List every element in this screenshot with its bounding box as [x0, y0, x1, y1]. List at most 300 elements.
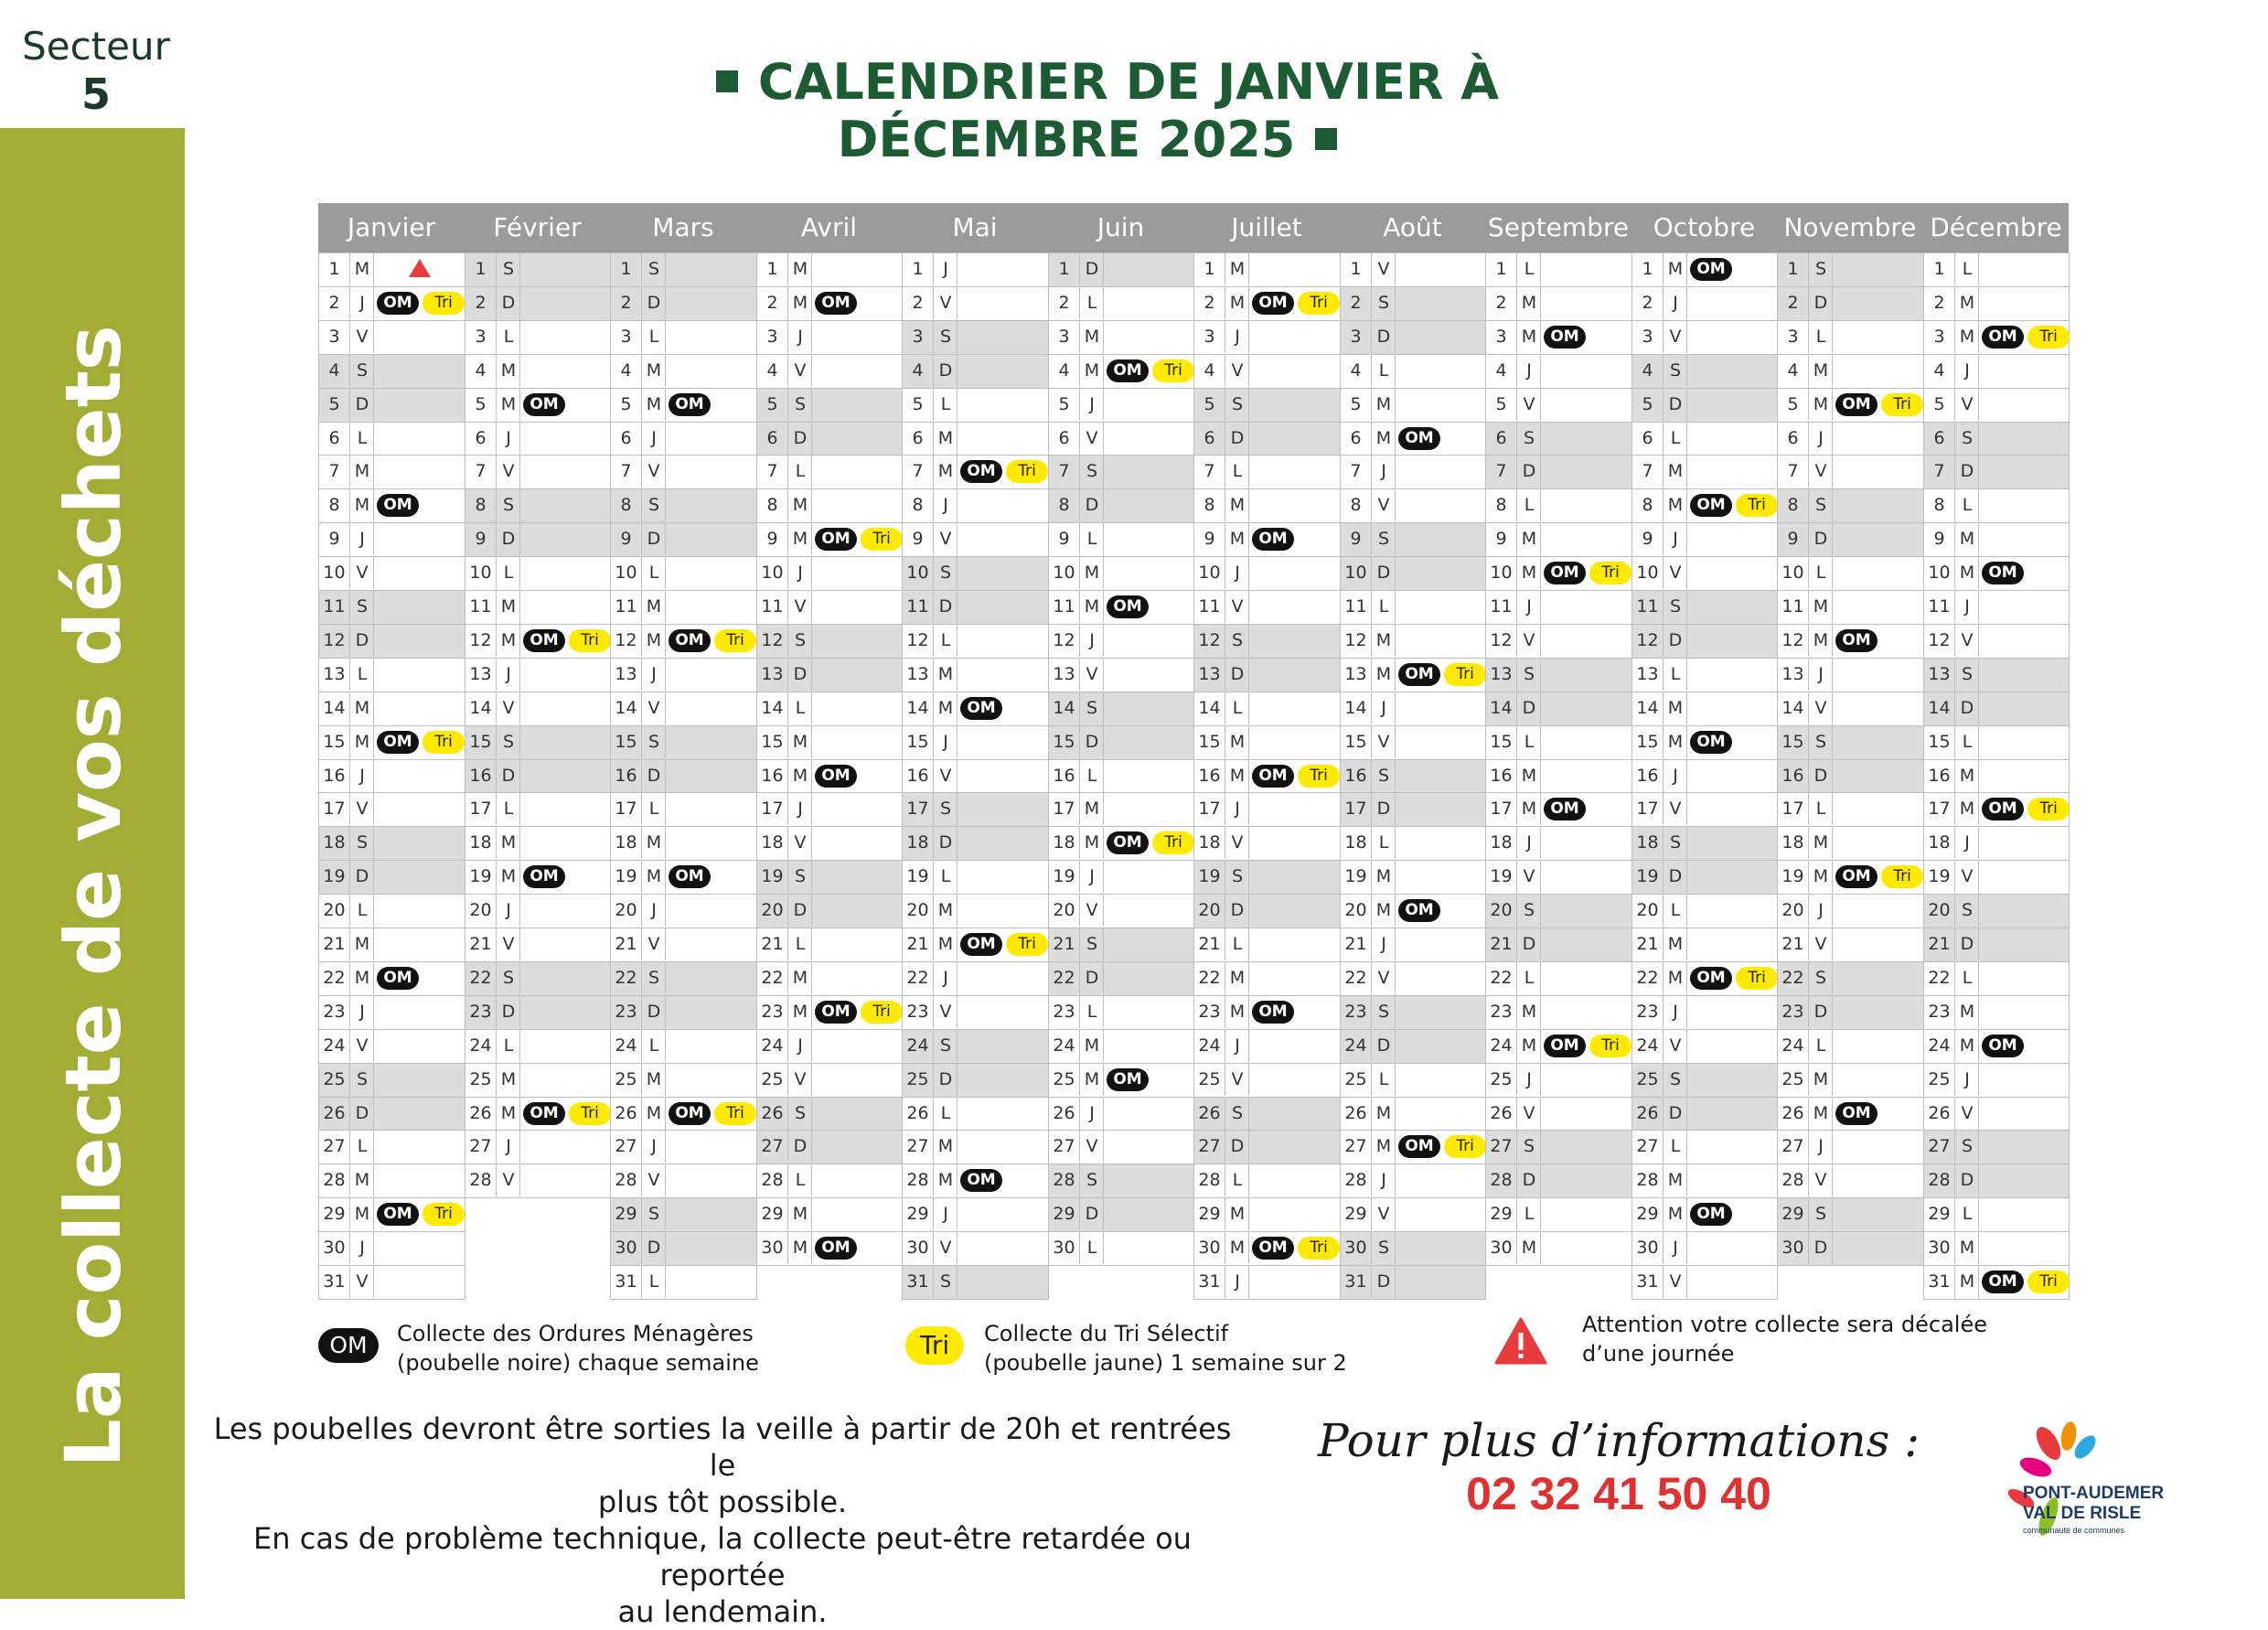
cell-divider	[665, 692, 666, 724]
day-cell	[1485, 252, 1632, 287]
day-number: 17	[1053, 799, 1075, 819]
day-cell	[610, 725, 757, 760]
cell-divider	[1540, 1030, 1541, 1062]
day-number: 7	[328, 461, 340, 481]
weekday-letter: V	[1663, 793, 1687, 825]
day-cell	[1631, 995, 1778, 1030]
weekday-letter: S	[349, 591, 374, 623]
cell-divider	[1832, 489, 1833, 521]
day-cell	[465, 388, 611, 423]
day-cell	[610, 556, 757, 591]
weekday-letter: D	[787, 895, 812, 927]
weekday-letter: M	[496, 355, 520, 387]
day-number: 15	[1198, 732, 1221, 752]
day-number: 2	[620, 293, 632, 313]
weekday-letter: D	[1516, 692, 1541, 724]
cell-divider	[1395, 726, 1396, 758]
weekday-letter: M	[933, 692, 957, 724]
day-number: 29	[615, 1204, 637, 1224]
day-number: 21	[323, 934, 346, 954]
cell-divider	[811, 793, 812, 825]
day-number: 16	[615, 766, 637, 786]
day-cell	[610, 1097, 757, 1131]
day-number: 15	[1490, 732, 1513, 752]
legend-om-line1: Collecte des Ordures Ménagères	[397, 1321, 754, 1346]
cell-divider	[811, 389, 812, 421]
weekday-letter: S	[1516, 895, 1541, 927]
day-cell	[610, 860, 757, 895]
day-cell	[610, 1265, 757, 1300]
day-cell	[610, 455, 757, 489]
cell-divider	[373, 1064, 374, 1096]
weekday-letter: V	[496, 456, 520, 488]
day-cell	[1485, 725, 1632, 760]
cell-divider	[373, 355, 374, 387]
day-number: 11	[1928, 596, 1951, 617]
weekday-letter: S	[1954, 659, 1979, 691]
day-number: 27	[761, 1136, 784, 1156]
cell-divider	[373, 1131, 374, 1163]
day-number: 9	[1350, 529, 1362, 549]
day-cell	[465, 961, 611, 996]
om-badge: OM	[1252, 1237, 1294, 1260]
weekday-letter: D	[1371, 321, 1396, 353]
weekday-letter: S	[641, 726, 666, 758]
sidebar	[0, 0, 185, 1599]
day-number: 23	[1928, 1002, 1951, 1022]
day-number: 24	[615, 1035, 637, 1056]
cell-divider	[1832, 760, 1833, 792]
cell-divider	[811, 456, 812, 488]
day-cell	[756, 1029, 903, 1064]
weekday-letter: M	[1225, 287, 1249, 319]
weekday-letter: D	[1516, 1164, 1541, 1196]
day-number: 26	[1198, 1103, 1221, 1123]
day-cell	[1777, 759, 1924, 793]
weekday-letter: J	[933, 726, 957, 758]
cell-divider	[1248, 625, 1249, 657]
day-number: 7	[1204, 461, 1215, 481]
cell-divider	[373, 423, 374, 455]
cell-divider	[1978, 287, 1979, 319]
weekday-letter: L	[1225, 1164, 1249, 1196]
cell-divider	[1832, 1131, 1833, 1163]
weekday-letter: L	[1808, 321, 1833, 353]
day-cell	[1923, 624, 2070, 659]
weekday-letter: V	[933, 1232, 957, 1264]
day-number: 29	[906, 1204, 929, 1224]
om-badge: OM	[669, 1102, 711, 1125]
weekday-letter: M	[933, 1164, 957, 1196]
day-number: 28	[1344, 1170, 1367, 1190]
tri-badge: Tri	[1589, 1035, 1631, 1057]
tri-badge: Tri	[423, 1203, 465, 1226]
tri-badge: Tri	[1736, 494, 1778, 517]
day-number: 5	[328, 394, 340, 414]
weekday-letter: J	[1663, 523, 1687, 555]
day-cell	[1340, 725, 1486, 760]
weekday-letter: M	[1663, 489, 1687, 521]
cell-divider	[1395, 523, 1396, 555]
day-number: 10	[1053, 563, 1075, 583]
day-cell	[1485, 995, 1632, 1030]
weekday-letter: D	[1808, 760, 1833, 792]
day-cell	[756, 556, 903, 591]
cell-divider	[1540, 962, 1541, 994]
day-number: 20	[1490, 900, 1513, 920]
tri-badge: Tri	[423, 292, 465, 315]
weekday-letter: S	[1516, 1131, 1541, 1163]
day-cell	[1777, 624, 1924, 659]
month-header: Novembre	[1777, 203, 1923, 252]
legend-warning-line1: Attention votre collecte sera décalée	[1582, 1312, 1987, 1337]
day-cell	[465, 658, 611, 692]
weekday-letter: D	[496, 523, 520, 555]
cell-divider	[519, 793, 520, 825]
day-cell	[1340, 422, 1486, 456]
day-cell	[756, 928, 903, 962]
cell-divider	[1978, 355, 1979, 387]
day-number: 27	[469, 1136, 492, 1156]
cell-divider	[1540, 1064, 1541, 1096]
cell-divider	[665, 1232, 666, 1264]
day-cell	[465, 692, 611, 726]
day-number: 3	[912, 327, 924, 347]
day-cell	[1777, 252, 1924, 287]
day-number: 14	[1198, 698, 1221, 718]
day-cell	[1193, 388, 1341, 423]
weekday-letter: M	[1371, 625, 1396, 657]
weekday-letter: V	[1225, 1064, 1249, 1096]
day-cell	[1340, 860, 1486, 895]
cell-divider	[373, 1232, 374, 1264]
cell-divider	[1395, 692, 1396, 724]
day-cell	[902, 928, 1049, 962]
weekday-letter: J	[1225, 793, 1249, 825]
weekday-letter: S	[1808, 489, 1833, 521]
weekday-letter: M	[1516, 287, 1541, 319]
day-number: 11	[1198, 596, 1221, 617]
om-badge: OM	[669, 393, 711, 416]
cell-divider	[1832, 625, 1833, 657]
cell-divider	[1832, 1030, 1833, 1062]
day-number: 20	[1344, 900, 1367, 920]
day-number: 21	[1344, 934, 1367, 954]
weekday-letter: J	[641, 423, 666, 455]
day-number: 12	[323, 630, 346, 650]
day-cell	[1777, 860, 1924, 895]
day-number: 23	[1344, 1002, 1367, 1022]
cell-divider	[1248, 928, 1249, 960]
day-number: 10	[469, 563, 492, 583]
cell-divider	[1832, 423, 1833, 455]
day-number: 9	[1204, 529, 1215, 549]
cell-divider	[1248, 895, 1249, 927]
day-cell	[318, 422, 465, 456]
cell-divider	[811, 625, 812, 657]
cell-divider	[373, 625, 374, 657]
weekday-letter: J	[1663, 760, 1687, 792]
weekday-letter: M	[1663, 456, 1687, 488]
weekday-letter: M	[787, 962, 812, 994]
day-cell	[1631, 894, 1778, 928]
weekday-letter: J	[1516, 355, 1541, 387]
day-number: 23	[615, 1002, 637, 1022]
weekday-letter: M	[1954, 557, 1979, 589]
day-cell	[1923, 826, 2070, 861]
weekday-letter: L	[1225, 692, 1249, 724]
cell-divider	[811, 895, 812, 927]
day-cell	[756, 759, 903, 793]
tri-badge: Tri	[1298, 292, 1340, 315]
weekday-letter: D	[349, 625, 374, 657]
day-number: 18	[1053, 832, 1075, 853]
cell-divider	[1248, 355, 1249, 387]
om-badge: OM	[1544, 562, 1586, 584]
cell-divider	[665, 355, 666, 387]
day-number: 2	[1204, 293, 1215, 313]
day-number: 4	[766, 360, 778, 381]
day-cell	[1340, 286, 1486, 321]
day-number: 20	[1636, 900, 1659, 920]
day-cell	[1193, 725, 1341, 760]
day-number: 29	[1490, 1204, 1513, 1224]
day-cell	[1631, 692, 1778, 726]
day-cell	[1048, 388, 1194, 423]
month-header: Juin	[1048, 203, 1193, 252]
day-number: 28	[761, 1170, 784, 1190]
cell-divider	[1978, 928, 1979, 960]
day-cell	[465, 928, 611, 962]
om-badge: OM	[815, 292, 857, 315]
weekday-letter: L	[349, 659, 374, 691]
day-number: 4	[1350, 360, 1362, 381]
day-cell	[610, 422, 757, 456]
square-bullet-icon	[1315, 128, 1337, 150]
weekday-letter: V	[349, 1266, 374, 1298]
weekday-letter: M	[1079, 591, 1104, 623]
day-cell	[1340, 1231, 1486, 1266]
cell-divider	[1686, 692, 1687, 724]
day-cell	[1340, 961, 1486, 996]
day-cell	[1193, 658, 1341, 692]
day-number: 17	[1344, 799, 1367, 819]
weekday-letter: D	[1954, 456, 1979, 488]
weekday-letter: V	[1954, 861, 1979, 893]
day-cell	[1923, 488, 2070, 523]
day-number: 28	[323, 1170, 346, 1190]
weekday-letter: S	[641, 962, 666, 994]
day-number: 24	[906, 1035, 929, 1056]
cell-divider	[373, 996, 374, 1028]
day-number: 28	[1928, 1170, 1951, 1190]
day-number: 3	[1204, 327, 1215, 347]
day-cell	[610, 928, 757, 962]
weekday-letter: S	[787, 389, 812, 421]
weekday-letter: M	[1079, 1064, 1104, 1096]
weekday-letter: L	[1371, 1064, 1396, 1096]
cell-divider	[1540, 827, 1541, 859]
weekday-letter: M	[1954, 996, 1979, 1028]
weekday-letter: M	[933, 659, 957, 691]
day-number: 30	[1636, 1238, 1659, 1258]
weekday-letter: J	[1079, 861, 1104, 893]
weekday-letter: S	[1808, 726, 1833, 758]
page-title	[549, 53, 1646, 168]
day-number: 29	[1636, 1204, 1659, 1224]
day-number: 28	[906, 1170, 929, 1190]
om-badge: OM	[1252, 1001, 1294, 1024]
day-number: 5	[475, 394, 487, 414]
day-number: 18	[1490, 832, 1513, 853]
cell-divider	[665, 456, 666, 488]
weekday-letter: S	[1954, 895, 1979, 927]
cell-divider	[1686, 355, 1687, 387]
day-number: 25	[615, 1069, 637, 1089]
weekday-letter: V	[1516, 625, 1541, 657]
day-number: 7	[1787, 461, 1799, 481]
day-number: 14	[1344, 698, 1367, 718]
cell-divider	[373, 1198, 374, 1230]
cell-divider	[665, 1266, 666, 1298]
day-cell	[465, 320, 611, 355]
om-badge: OM	[669, 865, 711, 888]
day-number: 15	[1928, 732, 1951, 752]
weekday-letter: M	[1663, 692, 1687, 724]
weekday-letter: V	[496, 692, 520, 724]
day-cell	[465, 252, 611, 287]
day-cell	[1923, 1197, 2070, 1232]
cell-divider	[1832, 1164, 1833, 1196]
day-number: 6	[766, 428, 778, 448]
weekday-letter: M	[1663, 1198, 1687, 1230]
day-cell	[1485, 759, 1632, 793]
day-cell	[1048, 252, 1194, 287]
weekday-letter: V	[641, 928, 666, 960]
day-cell	[902, 860, 1049, 895]
day-number: 27	[906, 1136, 929, 1156]
weekday-letter: M	[641, 625, 666, 657]
weekday-letter: M	[1516, 760, 1541, 792]
day-cell	[1048, 1197, 1194, 1232]
cell-divider	[1832, 895, 1833, 927]
cell-divider	[811, 321, 812, 353]
info-phone[interactable]: 02 32 41 50 40	[1466, 1468, 1771, 1519]
day-cell	[1193, 624, 1341, 659]
day-cell	[902, 1063, 1049, 1098]
day-cell	[1485, 455, 1632, 489]
day-cell	[1340, 1029, 1486, 1064]
day-number: 15	[1636, 732, 1659, 752]
day-cell	[1340, 995, 1486, 1030]
day-number: 5	[1787, 394, 1799, 414]
cell-divider	[1540, 253, 1541, 285]
day-cell	[1923, 725, 2070, 760]
tri-badge: Tri	[1298, 765, 1340, 788]
weekday-letter: M	[349, 1198, 374, 1230]
weekday-letter: M	[1954, 1266, 1979, 1298]
cell-divider	[1978, 861, 1979, 893]
cell-divider	[1395, 996, 1396, 1028]
weekday-letter: J	[1079, 389, 1104, 421]
day-cell	[756, 995, 903, 1030]
day-cell	[902, 455, 1049, 489]
cell-divider	[373, 726, 374, 758]
day-cell	[902, 1164, 1049, 1198]
weekday-letter: M	[1079, 827, 1104, 859]
weekday-letter: L	[1079, 1232, 1104, 1264]
day-cell	[610, 1063, 757, 1098]
weekday-letter: J	[787, 793, 812, 825]
day-cell	[1193, 1164, 1341, 1198]
weekday-letter: S	[1954, 1131, 1979, 1163]
weekday-letter: M	[933, 928, 957, 960]
cell-divider	[1395, 1131, 1396, 1163]
day-cell	[1048, 455, 1194, 489]
weekday-letter: S	[1079, 1164, 1104, 1196]
cell-divider	[1103, 389, 1104, 421]
cell-divider	[1686, 760, 1687, 792]
day-cell	[1923, 1130, 2070, 1164]
day-number: 23	[1053, 1002, 1075, 1022]
day-cell	[902, 488, 1049, 523]
day-cell	[902, 1130, 1049, 1164]
cell-divider	[1103, 726, 1104, 758]
day-number: 7	[1495, 461, 1507, 481]
weekday-letter: D	[787, 1131, 812, 1163]
day-number: 25	[469, 1069, 492, 1089]
cell-divider	[373, 1098, 374, 1130]
day-cell	[1923, 658, 2070, 692]
cell-divider	[1686, 625, 1687, 657]
day-cell	[1193, 522, 1341, 557]
day-number: 3	[475, 327, 487, 347]
tri-badge: Tri	[2027, 326, 2070, 349]
cell-divider	[1103, 1131, 1104, 1163]
weekday-letter: L	[1516, 253, 1541, 285]
cell-divider	[519, 1164, 520, 1196]
day-cell	[756, 252, 903, 287]
day-cell	[1340, 759, 1486, 793]
weekday-letter: S	[349, 827, 374, 859]
cell-divider	[519, 861, 520, 893]
weekday-letter: V	[1371, 253, 1396, 285]
day-number: 14	[1928, 698, 1951, 718]
cell-divider	[1395, 557, 1396, 589]
om-badge: OM	[1544, 1035, 1586, 1057]
cell-divider	[1686, 557, 1687, 589]
weekday-letter: V	[1954, 1098, 1979, 1130]
day-cell	[610, 759, 757, 793]
month-header: Juillet	[1193, 203, 1340, 252]
day-number: 30	[1198, 1238, 1221, 1258]
day-cell	[1340, 320, 1486, 355]
cell-divider	[1248, 1131, 1249, 1163]
cell-divider	[519, 423, 520, 455]
day-number: 18	[1636, 832, 1659, 853]
day-number: 21	[469, 934, 492, 954]
day-number: 21	[1490, 934, 1513, 954]
month-header: Août	[1340, 203, 1485, 252]
day-cell	[1193, 488, 1341, 523]
cell-divider	[1248, 1198, 1249, 1230]
weekday-letter: M	[1225, 523, 1249, 555]
day-cell	[1485, 1164, 1632, 1198]
weekday-letter: D	[1079, 489, 1104, 521]
day-number: 4	[1204, 360, 1215, 381]
day-number: 28	[615, 1170, 637, 1190]
weekday-letter: V	[787, 1064, 812, 1096]
